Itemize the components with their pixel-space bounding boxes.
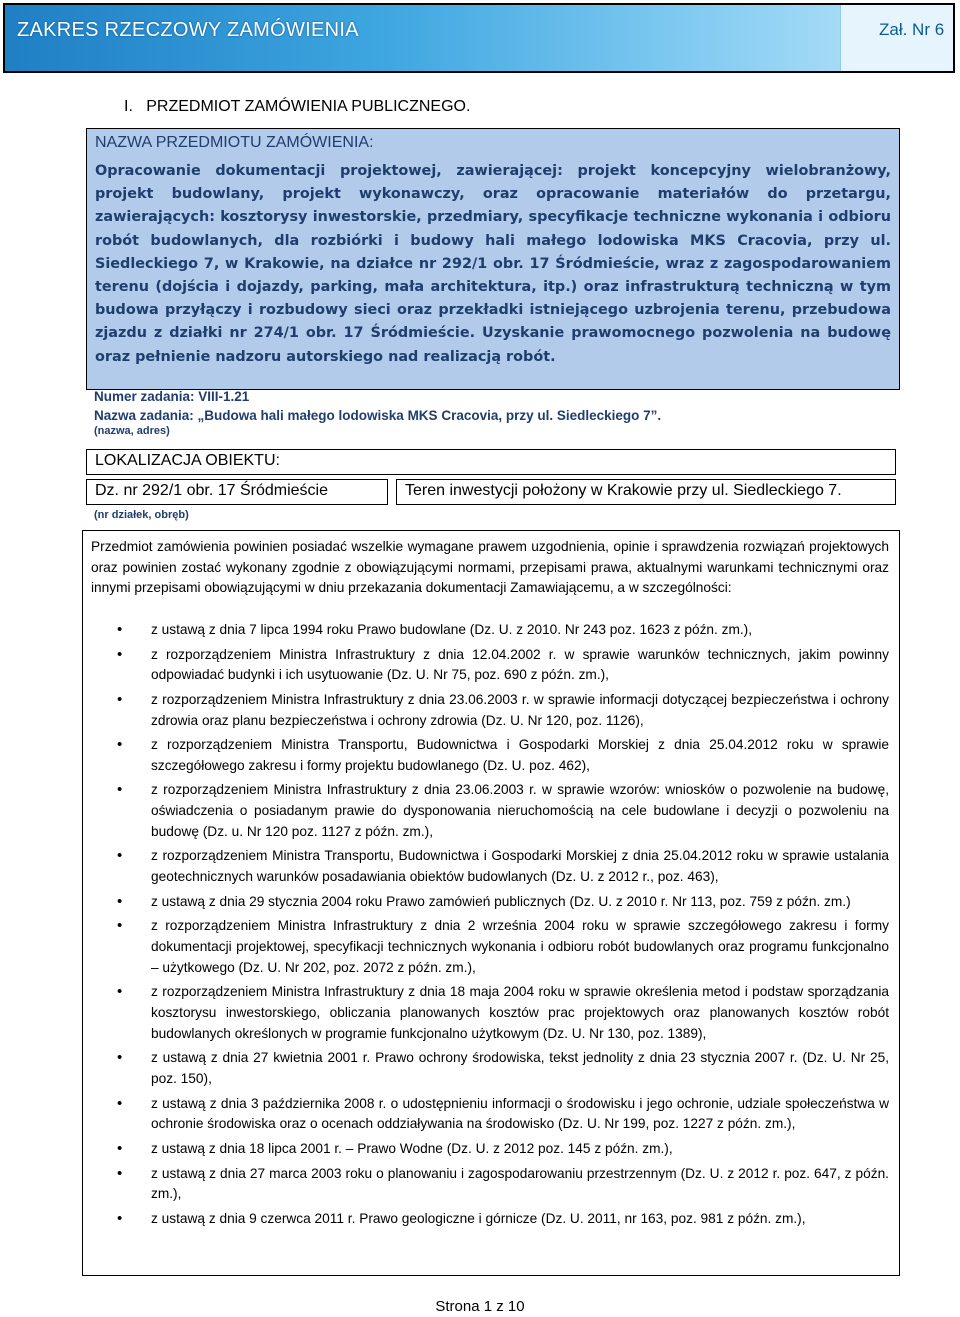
requirement-item [91,735,889,776]
task-name: Nazwa zadania: „Budowa hali małego lodowiska MKS Cracovia, przy ul. Siedleckiego 7”. [94,408,662,423]
requirement-item [91,846,889,887]
requirements-list [91,620,889,1233]
bullet-icon: • [117,1139,123,1157]
location-note: (nr działek, obręb) [94,509,189,521]
bullet-icon: • [117,892,123,910]
section-heading: I. PRZEDMIOT ZAMÓWIENIA PUBLICZNEGO. [124,98,471,115]
page-number: Strona 1 z 10 [435,1298,525,1315]
document-header [3,3,955,73]
bullet-icon: • [117,690,123,708]
requirement-text: z ustawą z dnia 7 lipca 1994 roku Prawo budowlane (Dz. U. z 2010. Nr 243 poz. 1623 z późn. zm.), [151,622,753,637]
task-info [94,387,661,425]
requirement-item [91,1048,889,1089]
bullet-icon: • [117,1049,123,1067]
requirement-text: z rozporządzeniem Ministra Transportu, Budownictwa i Gospodarki Morskiej z dnia 25.04.2012 roku w sprawie szczegółowego zakresu i formy projektu budowlanego (Dz. U. poz. 462), [151,737,889,773]
requirement-item [91,1164,889,1205]
requirement-text: z ustawą z dnia 27 marca 2003 roku o planowaniu i zagospodarowaniu przestrzennym (Dz. U. z 2012 r. poz. 647, z późn. zm.), [151,1165,889,1202]
requirement-text: z ustawą z dnia 9 czerwca 2011 r. Prawo geologiczne i górnicze (Dz. U. 2011, nr 163, poz. 981 z późn. zm.), [151,1210,806,1226]
location-description: Teren inwestycji położony w Krakowie przy ul. Siedleckiego 7. [405,482,842,499]
document-title: ZAKRES RZECZOWY ZAMÓWIENIA [17,19,359,41]
subject-heading: NAZWA PRZEDMIOTU ZAMÓWIENIA: [95,134,374,151]
bullet-icon: • [117,781,123,799]
requirement-text: z rozporządzeniem Ministra Infrastruktury z dnia 2 września 2004 roku w sprawie szczegółowego zakresu i formy dokumentacji projektowej, specyfikacji technicznych wykonania i odbioru robót budowlanych oraz programu funkcjonalno – użytkowego (Dz. U. Nr 202, poz. 2072 z późn. zm.), [151,918,889,975]
task-number: Numer zadania: VIII-1.21 [94,389,250,404]
requirement-text: z ustawą z dnia 18 lipca 2001 r. – Prawo Wodne (Dz. U. z 2012 poz. 145 z późn. zm.), [151,1140,673,1156]
location-description-cell [396,479,896,505]
requirement-item [91,620,889,641]
requirement-text: z rozporządzeniem Ministra Infrastruktury z dnia 12.04.2002 r. w sprawie warunków technicznych, jakim powinny odpowiadać budynki i ich usytuowanie (Dz. U. Nr 75, poz. 690 z późn. zm.), [151,646,889,683]
requirement-item [91,1139,889,1160]
bullet-icon: • [117,1164,123,1182]
requirement-text: z ustawą z dnia 27 kwietnia 2001 r. Prawo ochrony środowiska, tekst jednolity z dnia 23 stycznia 2007 r. (Dz. U. Nr 25, poz. 150), [151,1050,889,1087]
bullet-icon: • [117,847,123,865]
requirement-text: z rozporządzeniem Ministra Transportu, Budownictwa i Gospodarki Morskiej z dnia 25.04.2012 roku w sprawie ustalania geotechnicznych warunków posadawiania obiektów budowlanych (Dz. U. z 2012 r., poz. 463), [151,848,889,885]
requirement-item [91,645,889,686]
bullet-icon: • [117,1209,123,1227]
requirement-item [91,1094,889,1135]
location-heading-box [86,449,896,475]
requirement-item [91,690,889,731]
requirement-item [91,780,889,842]
attachment-number: Zał. Nr 6 [879,20,945,39]
task-note: (nazwa, adres) [94,425,170,437]
requirement-text: z ustawą z dnia 29 stycznia 2004 roku Prawo zamówień publicznych (Dz. U. z 2010 r. Nr 113, poz. 759 z późn. zm.) [151,893,851,909]
location-plot: Dz. nr 292/1 obr. 17 Śródmieście [95,482,329,499]
attachment-badge [840,5,953,71]
requirement-text: z rozporządzeniem Ministra Infrastruktury z dnia 23.06.2003 r. w sprawie wzorów: wniosków o pozwolenie na budowę, oświadczenia o posiadanym prawie do dysponowania nieruchomością na cele budowlane i decyzji o pozwoleniu na budowę (Dz. u. Nr 120 poz. 1127 z późn. zm.), [151,782,889,839]
bullet-icon: • [117,983,123,1001]
requirement-item [91,1209,889,1230]
location-heading: LOKALIZACJA OBIEKTU: [95,452,280,469]
bullet-icon: • [117,645,123,663]
bullet-icon: • [117,736,123,754]
requirement-text: z ustawą z dnia 3 października 2008 r. o udostępnieniu informacji o środowisku i jego ochronie, udziale społeczeństwa w ochronie środowiska oraz o ocenach oddziaływania na środowisko (Dz. U. Nr 199, poz. 1227 z późn. zm.), [151,1095,889,1132]
bullet-icon: • [117,917,123,935]
requirements-intro: Przedmiot zamówienia powinien posiadać wszelkie wymagane prawem uzgodnienia, opinie i sprawdzenia rozwiązań projektowych oraz powinien zostać wykonany zgodnie z obowiązującymi normami, przepisami prawa, aktualnymi warunkami technicznymi oraz innymi przepisami obowiązującymi w dniu przekazania dokumentacji Zamawiającemu, a w szczególności: [91,539,889,596]
bullet-icon: • [117,621,123,638]
requirement-text: z rozporządzeniem Ministra Infrastruktury z dnia 18 maja 2004 roku w sprawie określenia metod i podstaw sporządzania kosztorysu inwestorskiego, obliczania planowanych kosztów prac projektowych oraz planowanych kosztów robót budowlanych określonych w programie funkcjonalno użytkowym (Dz. U. Nr 130, poz. 1389), [151,984,889,1041]
location-plot-cell [86,479,388,505]
requirement-text: z rozporządzeniem Ministra Infrastruktury z dnia 23.06.2003 r. w sprawie informacji dotyczącej bezpieczeństwa i ochrony zdrowia oraz planu bezpieczeństwa i ochrony zdrowia (Dz. U. Nr 120, poz. 1126), [151,691,889,728]
requirement-item [91,982,889,1044]
subject-box [86,128,900,390]
requirement-item [91,892,889,913]
bullet-icon: • [117,1094,123,1112]
subject-description: Opracowanie dokumentacji projektowej, zawierającej: projekt koncepcyjny wielobranżowy, projekt budowlany, projekt wykonawczy, oraz opracowanie materiałów do przetargu, zawierających: kosztorysy inwestorskie, przedmiary, specyfikacje techniczne wykonania i odbioru robót budowlanych, dla rozbiórki i budowy hali małego lodowiska MKS Cracovia, przy ul. Siedleckiego 7, w Krakowie, na działce nr 292/1 obr. 17 Śródmieście, wraz z zagospodarowaniem terenu (dojścia i dojazdy, parking, mała architektura, itp.) oraz infrastrukturą techniczną w tym budowa przyłączy i rozbudowy sieci oraz przekładki istniejącego uzbrojenia terenu, przebudowa zjazdu z działki nr 274/1 obr. 17 Śródmieście. Uzyskanie prawomocnego pozwolenia na budowę oraz pełnienie nadzoru autorskiego nad realizacją robót. [95,163,891,365]
requirements-box [82,530,900,1276]
requirement-item [91,916,889,978]
